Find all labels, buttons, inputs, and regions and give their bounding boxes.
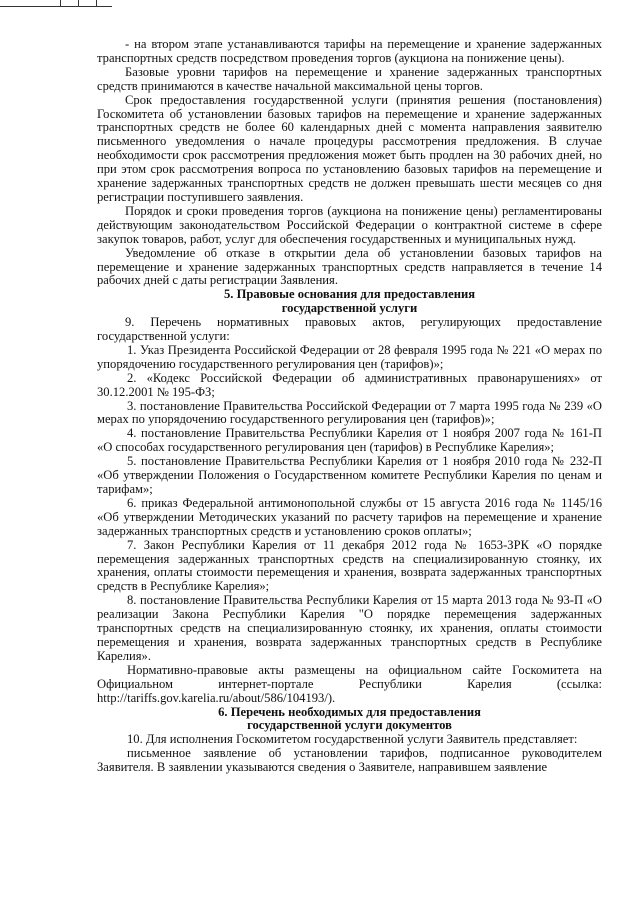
paragraph: 10. Для исполнения Госкомитетом государственной услуги Заявитель представляет: <box>127 732 578 747</box>
list-item: 4. постановление Правительства Республики Карелия от 1 ноября 2007 года № 161-П «О способах государственного регулирования цен (тарифов) в Республике Карелия»; <box>97 426 602 455</box>
list-item: 5. постановление Правительства Республики Карелия от 1 ноября 2010 года № 232-П «Об утверждении Положения о Государственном комитете Республики Карелия по ценам и тарифам»; <box>97 454 602 496</box>
section-heading: 6. Перечень необходимых для предоставления <box>218 704 481 719</box>
list-item: 3. постановление Правительства Российской Федерации от 7 марта 1995 года № 239 «О мерах по упорядочению государственного регулирования цен (тарифов)»; <box>97 398 602 427</box>
section-heading: государственной услуги <box>281 301 418 316</box>
paragraph: Порядок и сроки проведения торгов (аукциона на понижение цены) регламентированы действующим законодательством Российской Федерации о контрактной системе в сфере закупок товаров, работ, услуг для обеспечения государственных и муниципальных нужд. <box>97 203 602 246</box>
list-item: 6. приказ Федеральной антимонопольной службы от 15 августа 2016 года № 1145/16 «Об утверждении Методических указаний по расчету тарифов на перемещение и хранение задержанных транспортных средств и установлению сроков оплаты»; <box>97 495 602 538</box>
paragraph: Срок предоставления государственной услуги (принятия решения (постановления) Госкомитета об установлении базовых тарифов на перемещение и хранение задержанных транспортных средств не более 60 календарных дней с момента направления заявителю письменного уведомления о начале процедуры рассмотрения предложения. В случае необходимости срок рассмотрения предложения может быть продлен на 30 рабочих дней, но при этом срок рассмотрения вопроса по установлению базовых тарифов на перемещение и хранение задержанных транспортных средств не должен превышать шести месяцев со дня регистрации поступившего заявления. <box>97 92 602 204</box>
top-tick <box>78 0 79 7</box>
top-edge-marks <box>0 0 120 10</box>
section-heading: 5. Правовые основания для предоставления <box>223 287 476 302</box>
list-item: 2. «Кодекс Российской Федерации об административных правонарушениях» от 30.12.2001 № 195-ФЗ; <box>97 370 602 399</box>
paragraph: Нормативно-правовые акты размещены на официальном сайте Госкомитета на Официальном интернет-портале Республики Карелия (ссылка: http://tariffs.gov.karelia.ru/about/586/104193/). <box>97 662 602 705</box>
top-tick <box>96 0 97 7</box>
section-heading: государственной услуги документов <box>247 718 452 733</box>
list-item: 7. Закон Республики Карелия от 11 декабря 2012 года № 1653-ЗРК «О порядке перемещения задержанных транспортных средств на специализированную стоянку, их хранения, оплаты стоимости перемещения и хранения, возврата задержанных транспортных средств в Республике Карелия»; <box>97 537 602 594</box>
document-page <box>97 38 602 775</box>
paragraph: 9. Перечень нормативных правовых актов, регулирующих предоставление государственной услуги: <box>97 315 602 344</box>
list-item: 1. Указ Президента Российской Федерации от 28 февраля 1995 года № 221 «О мерах по упорядочению государственного регулирования цен (тарифов)»; <box>97 342 602 371</box>
paragraph: письменное заявление об установлении тарифов, подписанное руководителем Заявителя. В заявлении указываются сведения о Заявителе, направившем заявление <box>97 746 602 775</box>
list-item: 8. постановление Правительства Республики Карелия от 15 марта 2013 года № 93-П «О реализации Закона Республики Карелия "О порядке перемещения задержанных транспортных средств на специализированную стоянку, их хранения, оплаты стоимости перемещения и хранения, возврата задержанных транспортных средств в Республике Карелия». <box>97 593 602 663</box>
paragraph: Базовые уровни тарифов на перемещение и хранение задержанных транспортных средств принимаются в качестве начальной максимальной цены торгов. <box>97 64 602 93</box>
paragraph: Уведомление об отказе в открытии дела об установлении базовых тарифов на перемещение и хранение задержанных транспортных средств направляется в течение 14 рабочих дней с даты регистрации Заявления. <box>97 245 602 288</box>
paragraph: - на втором этапе устанавливаются тарифы на перемещение и хранение задержанных транспортных средств посредством проведения торгов (аукциона на понижение цены). <box>97 37 602 65</box>
top-tick <box>60 0 61 7</box>
